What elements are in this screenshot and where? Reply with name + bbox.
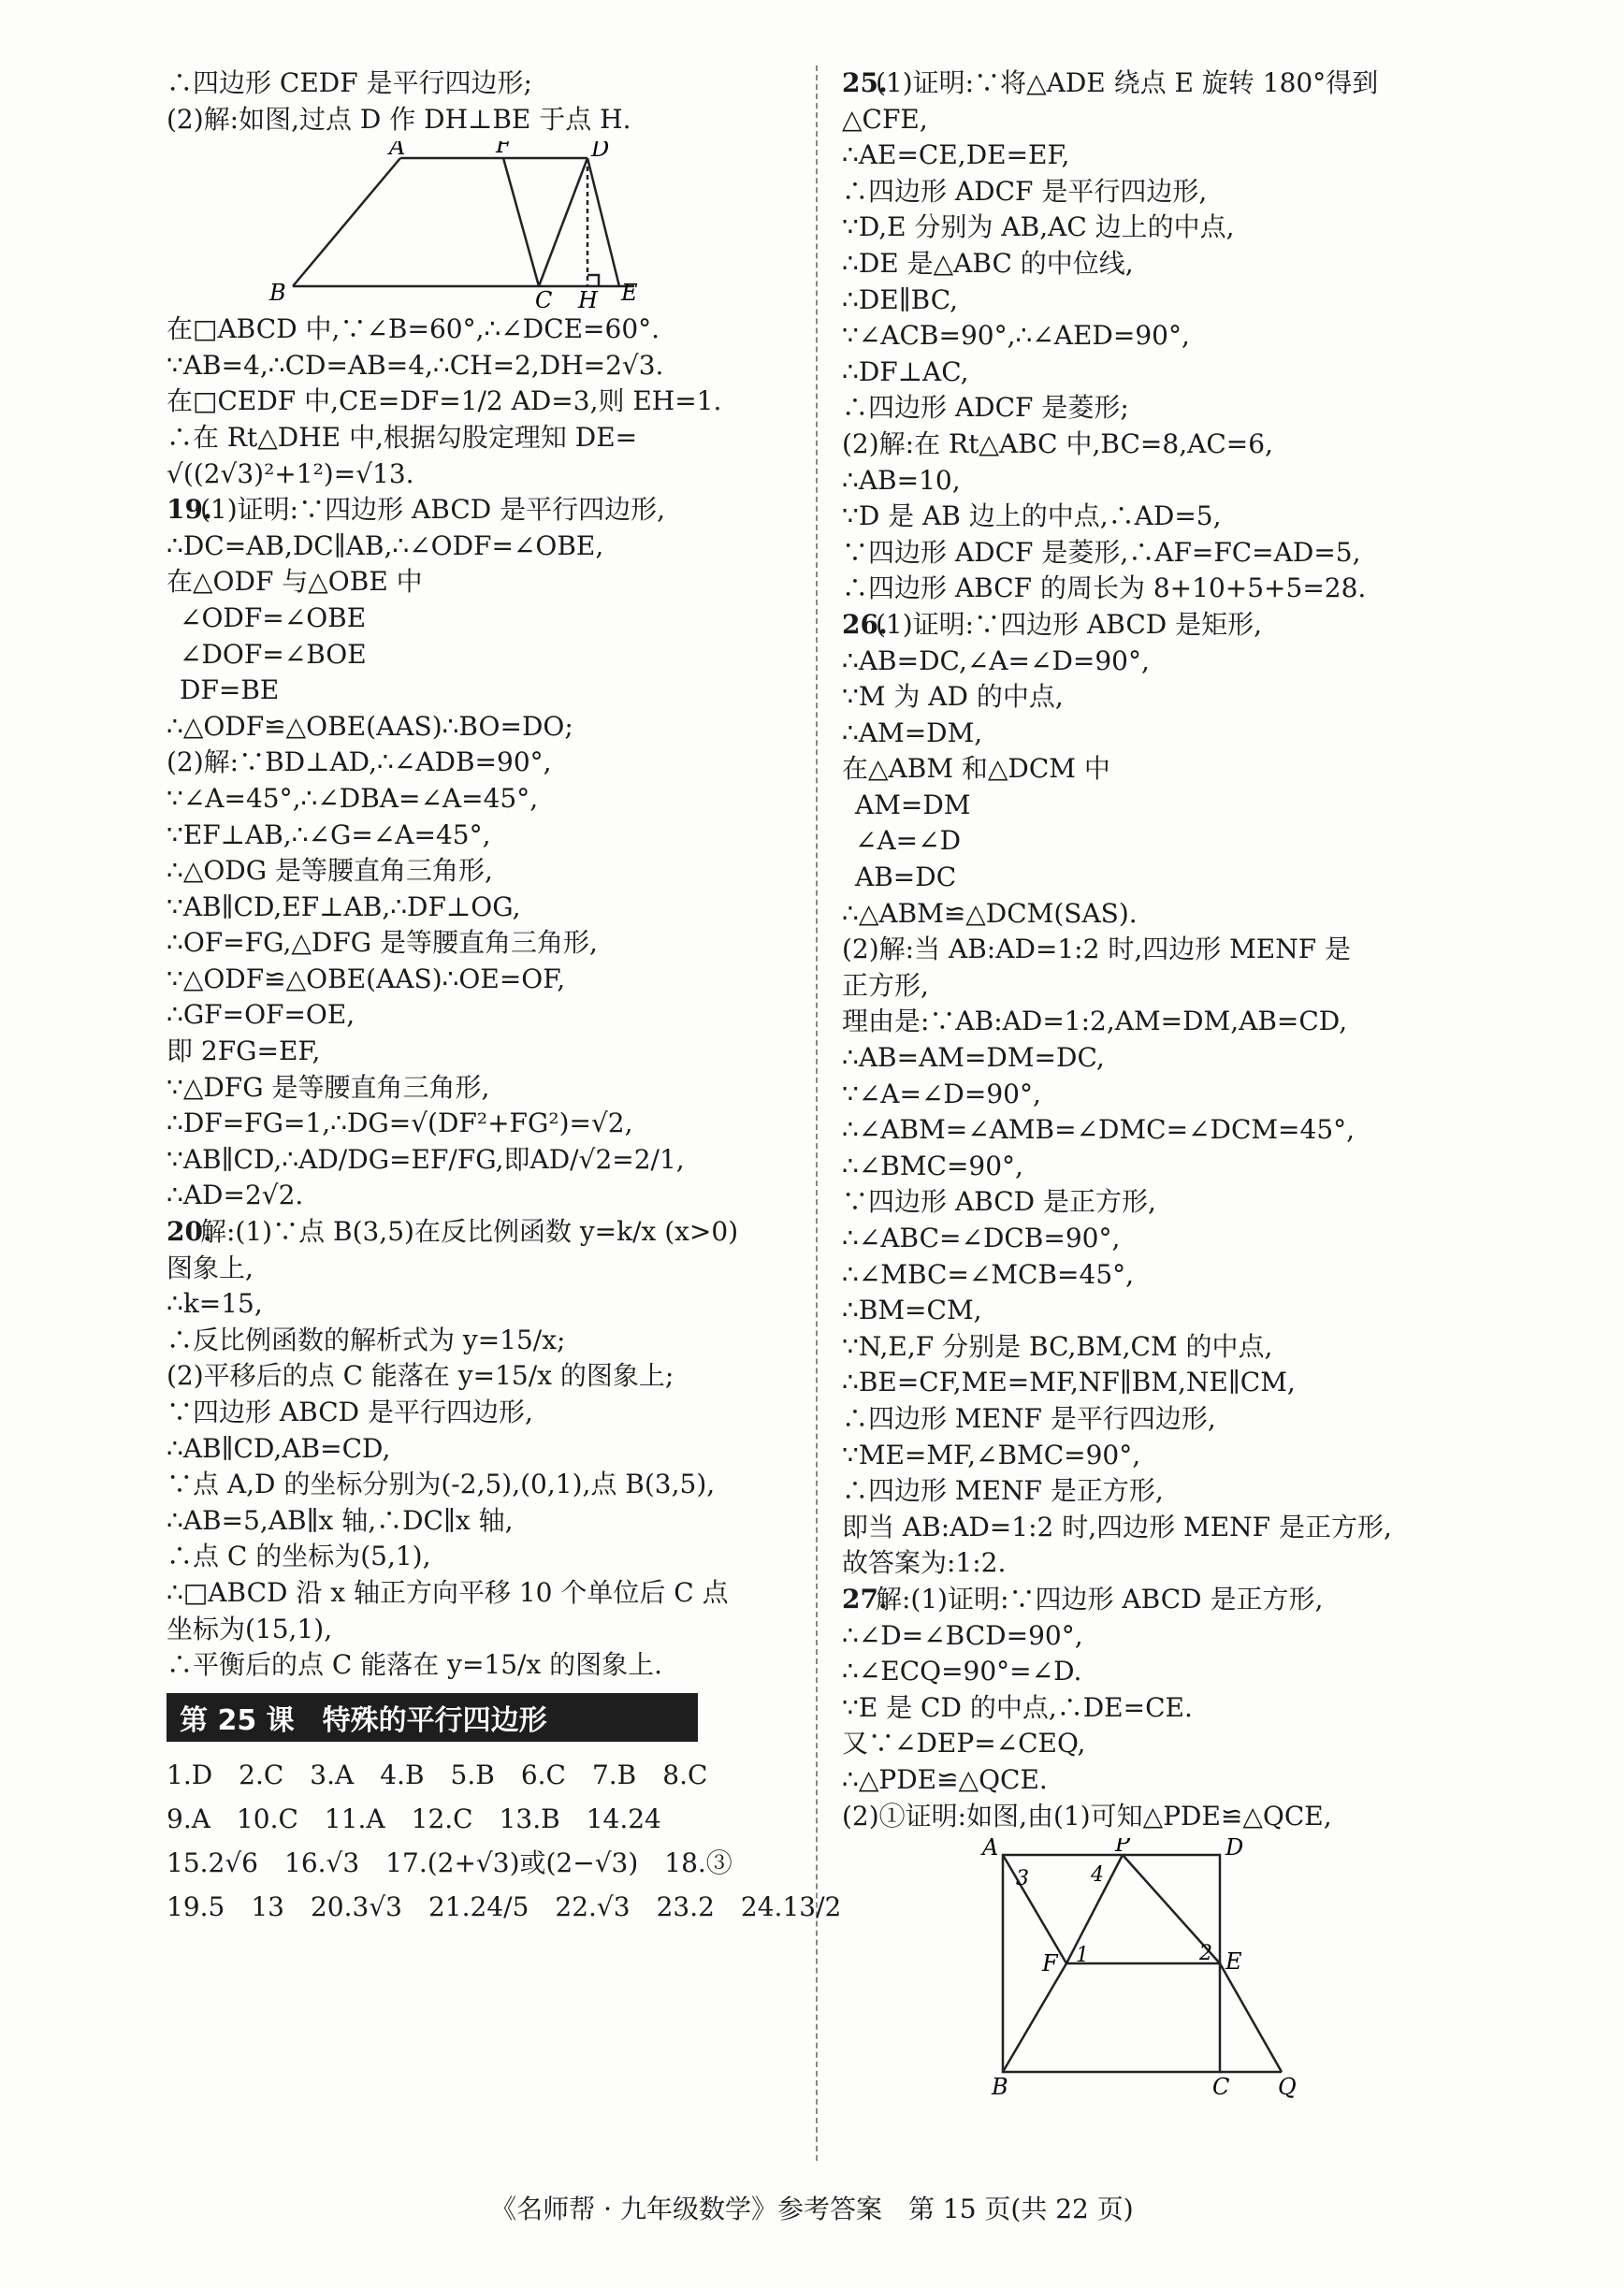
text-line: ∴反比例函数的解析式为 y=15/x;	[167, 1324, 566, 1355]
text-line: ∴∠BMC=90°,	[842, 1150, 1023, 1181]
text-line: ∴AB=10,	[842, 464, 961, 496]
brace-line: DF=BE	[180, 674, 280, 706]
brace-line: AB=DC	[855, 862, 957, 893]
text-line: ∵E 是 CD 的中点,∴DE=CE.	[842, 1691, 1193, 1723]
label-C: C	[1212, 2074, 1230, 2101]
left-column	[167, 65, 842, 1929]
section-title: 第 25 课 特殊的平行四边形	[167, 1693, 698, 1742]
text-line: ∵△ODF≌△OBE(AAS)∴OE=OF,	[167, 963, 566, 994]
text-line: ∵D 是 AB 边上的中点,∴AD=5,	[842, 500, 1222, 532]
text-line: ∴AB=AM=DM=DC,	[842, 1042, 1105, 1074]
text-line: ∴AB∥CD,AB=CD,	[167, 1432, 391, 1464]
q25-first-line	[842, 65, 1478, 102]
text-line: ∴AD=2√2.	[167, 1180, 304, 1211]
text-line: ∴k=15,	[167, 1288, 263, 1320]
label-D: D	[1225, 1838, 1244, 1861]
text-line: ∵D,E 分别为 AB,AC 边上的中点,	[842, 211, 1235, 243]
text-line: 在□ABCD 中,∵∠B=60°,∴∠DCE=60°.	[167, 313, 660, 345]
label-A: A	[982, 1838, 999, 1861]
text-line: 在□CEDF 中,CE=DF=1/2 AD=3,则 EH=1.	[167, 385, 722, 417]
text-line: ∴平衡后的点 C 能落在 y=15/x 的图象上.	[167, 1649, 663, 1681]
label-H: H	[578, 287, 598, 309]
text-line: 图象上,	[167, 1252, 254, 1283]
right-column	[842, 65, 1478, 2104]
text-line: ∴四边形 ABCF 的周长为 8+10+5+5=28.	[842, 572, 1367, 604]
text-line: ∴△ODF≌△OBE(AAS)∴BO=DO;	[167, 710, 573, 742]
text-line: ∵四边形 ADCF 是菱形,∴AF=FC=AD=5,	[842, 536, 1361, 568]
text-line: ∴AB=DC,∠A=∠D=90°,	[842, 644, 1150, 676]
text-line: ∴□ABCD 沿 x 轴正方向平移 10 个单位后 C 点	[167, 1576, 729, 1608]
text-line: ∵∠ACB=90°,∴∠AED=90°,	[842, 320, 1190, 352]
text-line: ∵点 A,D 的坐标分别为(-2,5),(0,1),点 B(3,5),	[167, 1469, 716, 1500]
text-line: 理由是:∵AB:AD=1:2,AM=DM,AB=CD,	[842, 1006, 1348, 1037]
label-P: P	[1115, 1838, 1131, 1858]
text-line: ∴AB=5,AB∥x 轴,∴DC∥x 轴,	[167, 1504, 514, 1536]
text-line: ∵AB∥CD,∴AD/DG=EF/FG,即AD/√2=2/1,	[167, 1143, 685, 1175]
text-line: ∵EF⊥AB,∴∠G=∠A=45°,	[167, 818, 491, 850]
text-line: ∴∠D=∠BCD=90°,	[842, 1619, 1083, 1651]
question-number: 27.	[842, 1583, 888, 1615]
text-line: ∴∠ABM=∠AMB=∠DMC=∠DCM=45°,	[842, 1114, 1356, 1146]
text-line: 即当 AB:AD=1:2 时,四边形 MENF 是正方形,	[842, 1511, 1392, 1542]
angle-label-3: 3	[1016, 1867, 1029, 1891]
brace-line: ∠ODF=∠OBE	[180, 601, 367, 633]
figure-trapezoid	[167, 141, 803, 311]
question-number: 19.	[167, 494, 212, 526]
text-line: ∵△DFG 是等腰直角三角形,	[167, 1071, 490, 1103]
text-line: 故答案为:1:2.	[842, 1547, 1007, 1579]
page-footer: 《名师帮 · 九年级数学》参考答案 第 15 页(共 22 页)	[490, 2194, 1134, 2224]
text-line: ∴四边形 CEDF 是平行四边形;	[167, 67, 532, 98]
text-line: (2)解:如图,过点 D 作 DH⊥BE 于点 H.	[167, 103, 631, 135]
text-line: ∴DF=FG=1,∴DG=√(DF²+FG²)=√2,	[167, 1108, 633, 1139]
text-line: (1)证明:∵四边形 ABCD 是平行四边形,	[200, 494, 665, 526]
label-C: C	[535, 287, 553, 309]
text-line: ∴BM=CM,	[842, 1295, 982, 1326]
text-line: 即 2FG=EF,	[167, 1035, 321, 1067]
label-F: F	[496, 141, 512, 159]
brace-line: ∠DOF=∠BOE	[180, 638, 367, 670]
answer-row: 9.A 10.C 11.A 12.C 13.B 14.24	[167, 1803, 661, 1834]
text-line: ∵N,E,F 分别是 BC,BM,CM 的中点,	[842, 1330, 1273, 1362]
text-line: ∵ME=MF,∠BMC=90°,	[842, 1439, 1141, 1470]
text-line: ∴DC=AB,DC∥AB,∴∠ODF=∠OBE,	[167, 529, 604, 561]
question-number: 20.	[167, 1216, 212, 1248]
text-line: ∴AE=CE,DE=EF,	[842, 139, 1070, 171]
answer-row: 19.5 13 20.3√3 21.24/5 22.√3 23.2 24.13/2	[167, 1890, 842, 1922]
text-line: ∴点 C 的坐标为(5,1),	[167, 1541, 431, 1572]
label-B: B	[269, 280, 286, 307]
angle-label-1: 1	[1076, 1944, 1089, 1968]
text-line: ∵AB∥CD,EF⊥AB,∴DF⊥OG,	[167, 891, 521, 922]
label-D: D	[591, 141, 610, 163]
text-line: ∴∠ECQ=90°=∠D.	[842, 1656, 1082, 1687]
answer-row: 1.D 2.C 3.A 4.B 5.B 6.C 7.B 8.C	[167, 1759, 708, 1790]
text-line: ∵四边形 ABCD 是正方形,	[842, 1186, 1156, 1218]
text-line: √((2√3)²+1²)=√13.	[167, 457, 414, 489]
text-line: ∴BE=CF,ME=MF,NF∥BM,NE∥CM,	[842, 1367, 1296, 1398]
brace-line: AM=DM	[855, 789, 971, 820]
text-line: ∵AB=4,∴CD=AB=4,∴CH=2,DH=2√3.	[167, 349, 664, 381]
text-line: ∵∠A=45°,∴∠DBA=∠A=45°,	[167, 782, 539, 814]
label-E: E	[1225, 1948, 1242, 1976]
text-line: ∴△PDE≌△QCE.	[842, 1763, 1048, 1795]
text-line: 在△ODF 与△OBE 中	[167, 566, 423, 598]
question-number: 25.	[842, 67, 888, 98]
text-line: ∴四边形 MENF 是正方形,	[842, 1475, 1164, 1507]
text-line: 正方形,	[842, 969, 929, 1001]
text-line: ∵M 为 AD 的中点,	[842, 681, 1064, 713]
label-A: A	[389, 141, 406, 161]
q20-first-line	[167, 1214, 803, 1251]
text-line: 又∵∠DEP=∠CEQ,	[842, 1728, 1086, 1759]
label-F: F	[1042, 1950, 1058, 1977]
text-line: (2)①证明:如图,由(1)可知△PDE≌△QCE,	[842, 1800, 1332, 1832]
text-line: ∴GF=OF=OE,	[167, 999, 355, 1031]
text-line: (1)证明:∵四边形 ABCD 是矩形,	[876, 608, 1262, 640]
text-line: 解:(1)∵点 B(3,5)在反比例函数 y=k/x (x>0)	[200, 1216, 739, 1248]
text-line: ∴四边形 MENF 是平行四边形,	[842, 1402, 1216, 1434]
text-line: 解:(1)证明:∵四边形 ABCD 是正方形,	[876, 1583, 1324, 1615]
figure-square	[842, 1838, 1478, 2104]
text-line: ∴∠MBC=∠MCB=45°,	[842, 1258, 1135, 1290]
text-line: (2)解:当 AB:AD=1:2 时,四边形 MENF 是	[842, 934, 1352, 965]
q26-first-line	[842, 607, 1478, 644]
brace-line: ∠A=∠D	[855, 825, 962, 857]
text-line: ∴△ODG 是等腰直角三角形,	[167, 855, 493, 887]
text-line: (1)证明:∵将△ADE 绕点 E 旋转 180°得到	[876, 67, 1379, 98]
q19-first-line	[167, 492, 803, 529]
angle-label-2: 2	[1199, 1942, 1212, 1966]
angle-label-4: 4	[1091, 1863, 1104, 1888]
text-line: ∴四边形 ADCF 是平行四边形,	[842, 175, 1208, 207]
text-line: ∴四边形 ADCF 是菱形;	[842, 392, 1129, 424]
label-Q: Q	[1278, 2074, 1297, 2101]
text-line: ∴DF⊥AC,	[842, 355, 969, 387]
text-line: ∴∠ABC=∠DCB=90°,	[842, 1223, 1121, 1253]
text-line: ∴DE 是△ABC 的中位线,	[842, 247, 1134, 279]
text-line: ∴AM=DM,	[842, 717, 983, 748]
text-line: ∴△ABM≌△DCM(SAS).	[842, 897, 1138, 929]
text-line: (2)平移后的点 C 能落在 y=15/x 的图象上;	[167, 1360, 674, 1392]
text-line: (2)解:∵BD⊥AD,∴∠ADB=90°,	[167, 746, 552, 778]
text-line: (2)解:在 Rt△ABC 中,BC=8,AC=6,	[842, 427, 1273, 459]
question-number: 26.	[842, 608, 888, 640]
label-E: E	[621, 280, 638, 307]
answer-row: 15.2√6 16.√3 17.(2+√3)或(2−√3) 18.③	[167, 1846, 732, 1878]
q27-first-line	[842, 1582, 1478, 1618]
text-line: △CFE,	[842, 103, 928, 135]
text-line: ∵四边形 ABCD 是平行四边形,	[167, 1397, 533, 1427]
text-line: ∴在 Rt△DHE 中,根据勾股定理知 DE=	[167, 421, 638, 453]
text-line: 坐标为(15,1),	[167, 1613, 333, 1644]
column-divider	[816, 65, 818, 2161]
label-B: B	[992, 2074, 1008, 2101]
text-line: ∵∠A=∠D=90°,	[842, 1078, 1041, 1109]
text-line: 在△ABM 和△DCM 中	[842, 753, 1110, 785]
text-line: ∴DE∥BC,	[842, 283, 959, 315]
text-line: ∴OF=FG,△DFG 是等腰直角三角形,	[167, 927, 598, 959]
